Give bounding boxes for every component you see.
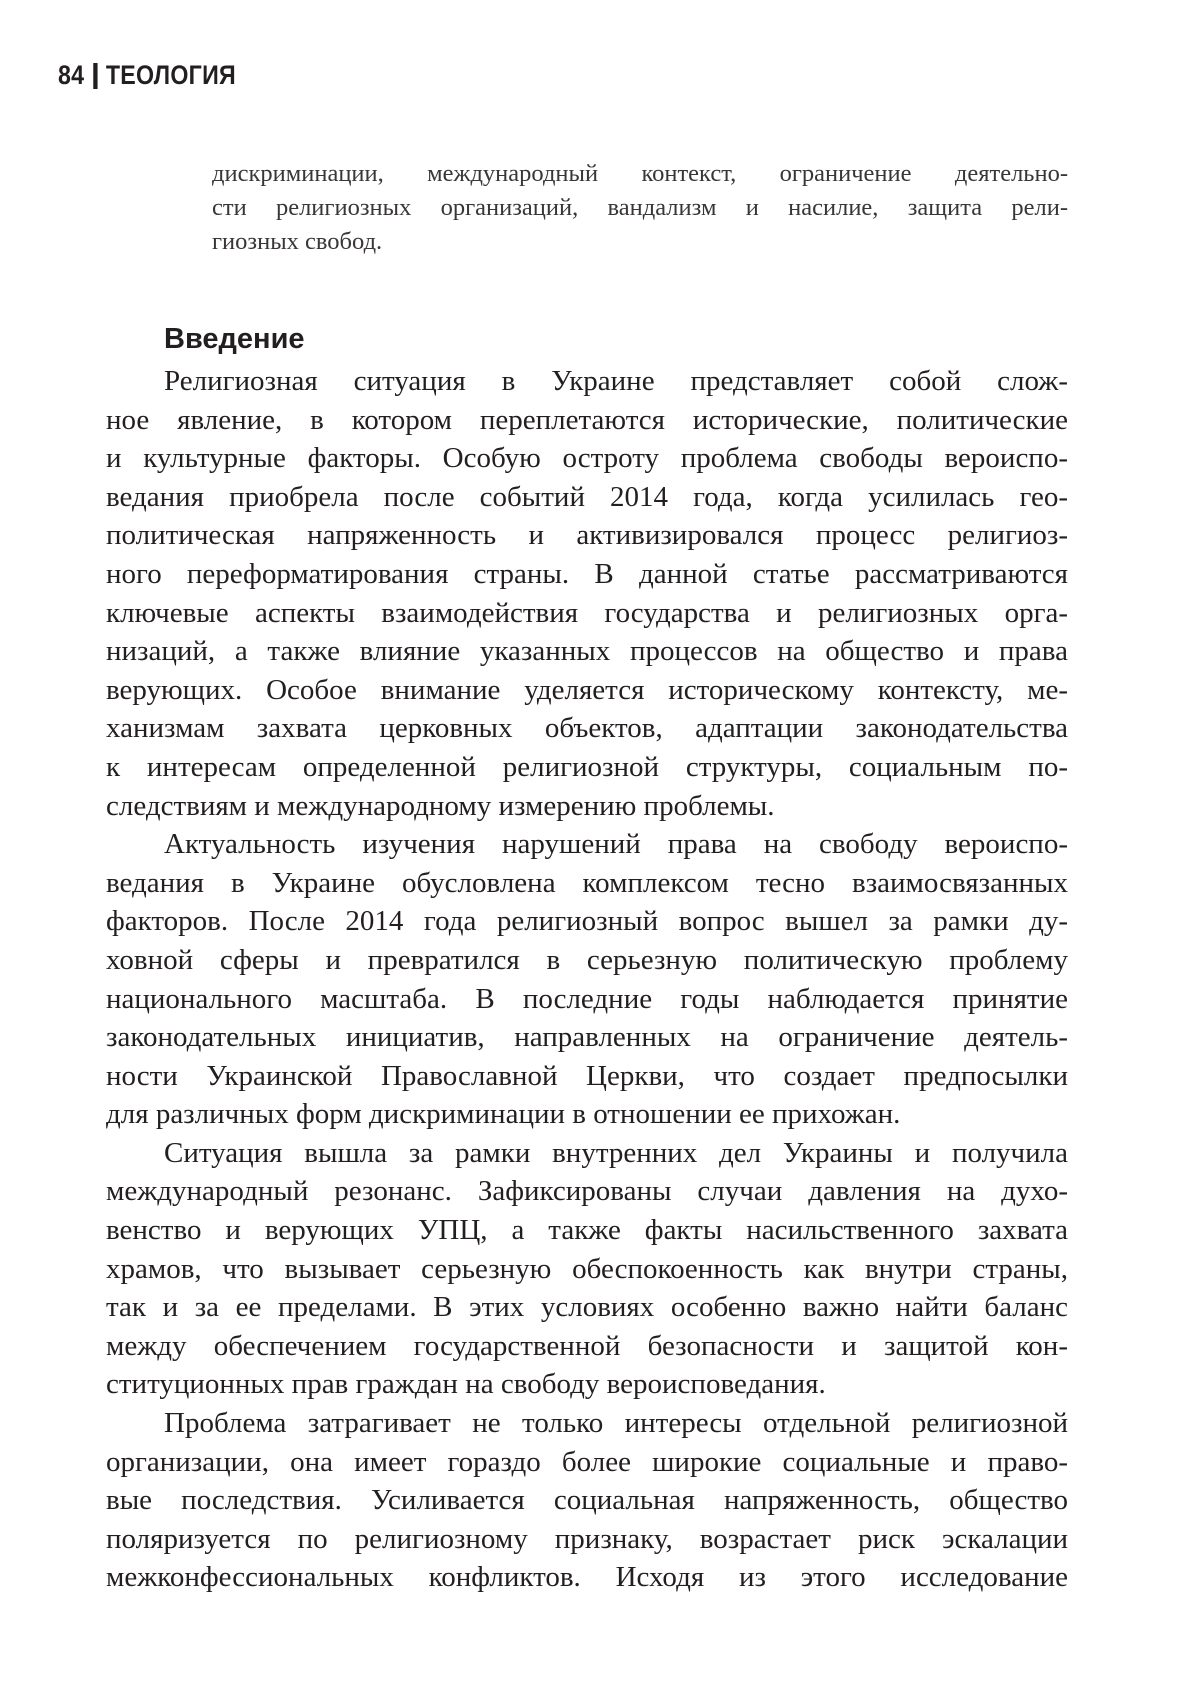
- paragraph-line: ховной сферы и превратился в серьезную политическую проблему: [106, 943, 1068, 976]
- paragraph-line: международный резонанс. Зафиксированы случаи давления на духо-: [106, 1175, 1068, 1208]
- paragraph-line: для различных форм дискриминации в отношении ее прихожан.: [106, 1098, 901, 1131]
- paragraph-line: Ситуация вышла за рамки внутренних дел Украины и получила: [164, 1136, 1068, 1169]
- paragraph: [106, 1404, 1068, 1597]
- section-heading: Введение: [164, 323, 305, 355]
- paragraph-line: верующих. Особое внимание уделяется историческому контексту, ме-: [106, 673, 1068, 706]
- paragraph-line: организации, она имеет гораздо более широкие социальные и право-: [106, 1445, 1068, 1478]
- paragraph-line: ключевые аспекты взаимодействия государства и религиозных орга-: [106, 596, 1068, 629]
- paragraph-line: национального масштаба. В последние годы наблюдается принятие: [106, 982, 1068, 1015]
- paragraph-line: к интересам определенной религиозной структуры, социальным по-: [106, 750, 1068, 783]
- paragraph-line: ведания приобрела после событий 2014 года, когда усилилась гео-: [106, 480, 1068, 513]
- paragraph-line: ности Украинской Православной Церкви, что создает предпосылки: [106, 1059, 1068, 1092]
- running-header: [58, 60, 236, 91]
- paragraph: [106, 825, 1068, 1134]
- keywords-line: дискриминации, международный контекст, ограничение деятельно-: [212, 160, 1068, 187]
- paragraph-line: низаций, а также влияние указанных процессов на общество и права: [106, 635, 1068, 668]
- paragraph-line: ханизмам захвата церковных объектов, адаптации законодательства: [106, 712, 1068, 745]
- paragraph-line: ституционных прав граждан на свободу вероисповедания.: [106, 1368, 826, 1401]
- paragraph-line: так и за ее пределами. В этих условиях особенно важно найти баланс: [106, 1291, 1068, 1324]
- paragraph-line: законодательных инициатив, направленных на ограничение деятель-: [106, 1021, 1068, 1054]
- paragraph-line: и культурные факторы. Особую остроту проблема свободы вероиспо-: [106, 442, 1068, 475]
- keywords-line: гиозных свобод.: [212, 228, 383, 255]
- body-text: [106, 362, 1068, 1597]
- keywords-line: сти религиозных организаций, вандализм и насилие, защита рели-: [212, 194, 1068, 221]
- paragraph: [106, 362, 1068, 825]
- section-title: ТЕОЛОГИЯ: [105, 60, 236, 90]
- paragraph-line: ведания в Украине обусловлена комплексом тесно взаимосвязанных: [106, 866, 1068, 899]
- paragraph-line: поляризуется по религиозному признаку, возрастает риск эскалации: [106, 1522, 1068, 1555]
- paragraph-line: ного переформатирования страны. В данной статье рассматриваются: [106, 557, 1068, 590]
- paragraph-line: Религиозная ситуация в Украине представляет собой слож-: [164, 365, 1068, 397]
- paragraph-line: Актуальность изучения нарушений права на свободу вероиспо-: [164, 828, 1068, 861]
- paragraph-line: межконфессиональных конфликтов. Исходя из этого исследование: [106, 1561, 1068, 1594]
- paragraph-line: между обеспечением государственной безопасности и защитой кон-: [106, 1329, 1068, 1362]
- paragraph-line: Проблема затрагивает не только интересы отдельной религиозной: [164, 1407, 1068, 1440]
- paragraph: [106, 1134, 1068, 1404]
- paragraph-line: вые последствия. Усиливается социальная напряженность, общество: [106, 1484, 1068, 1517]
- paragraph-line: ное явление, в котором переплетаются исторические, политические: [106, 403, 1068, 436]
- paragraph-line: факторов. После 2014 года религиозный вопрос вышел за рамки ду-: [106, 905, 1068, 938]
- paragraph-line: следствиям и международному измерению проблемы.: [106, 789, 775, 822]
- page-number: 84: [58, 60, 85, 90]
- paragraph-line: венство и верующих УПЦ, а также факты насильственного захвата: [106, 1214, 1068, 1247]
- paragraph-line: храмов, что вызывает серьезную обеспокоенность как внутри страны,: [106, 1252, 1068, 1285]
- keywords-continuation: [212, 157, 1068, 259]
- paragraph-line: политическая напряженность и активизировался процесс религиоз-: [106, 519, 1068, 552]
- header-separator-bar: [93, 63, 97, 89]
